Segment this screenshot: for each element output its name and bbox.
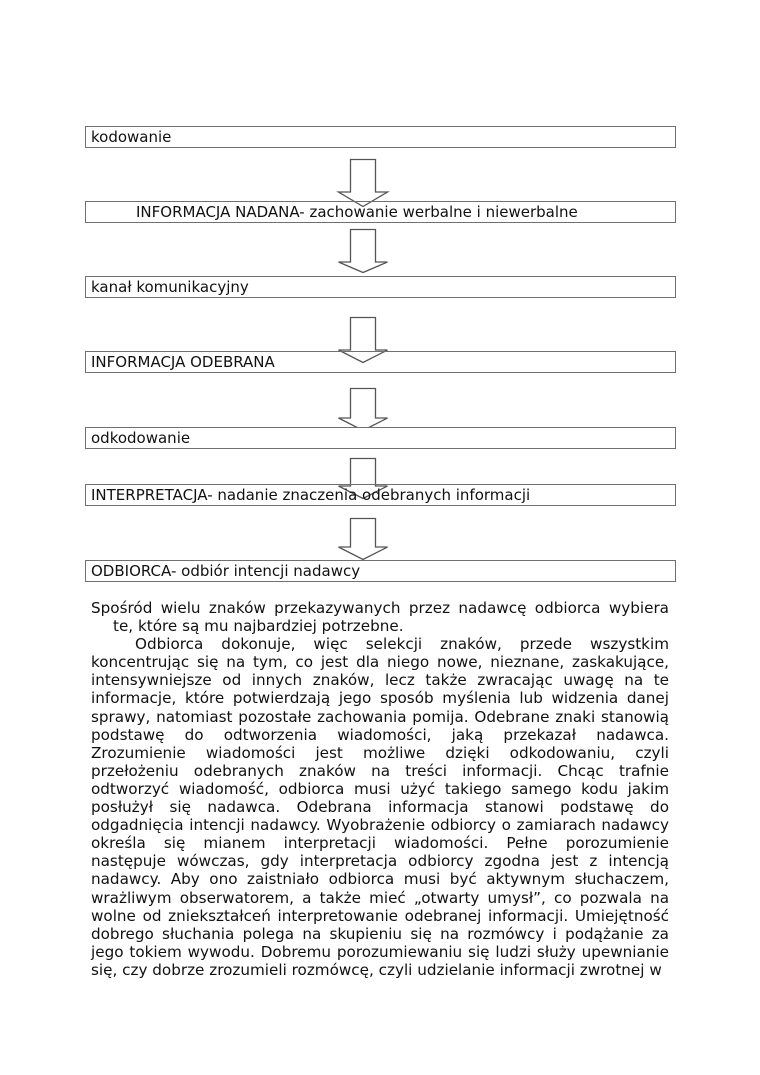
down-arrow-icon	[337, 518, 389, 566]
step-box-interpretacja	[85, 484, 676, 506]
step-label: odkodowanie	[91, 429, 191, 447]
step-label: INFORMACJA ODEBRANA	[91, 353, 275, 371]
step-label: kodowanie	[91, 128, 172, 146]
step-box-kodowanie	[85, 126, 676, 148]
step-label: ODBIORCA- odbiór intencji nadawcy	[91, 562, 361, 580]
step-box-odbiorca	[85, 560, 676, 582]
step-label: INFORMACJA NADANA- zachowanie werbalne i niewerbalne	[136, 203, 578, 221]
paragraph-intro: Spośród wielu znaków przekazywanych przez nadawcę odbiorca wybiera te, które są mu najbardziej potrzebne.	[91, 599, 669, 636]
down-arrow-icon	[337, 159, 389, 207]
step-box-informacja-nadana	[85, 201, 676, 223]
paragraph-main: Odbiorca dokonuje, więc selekcji znaków, przede wszystkim koncentrując się na tym, co jest dla niego nowe, nieznane, zaskakujące, intensywniejsze od innych znaków, lecz także zwracając uwagę na te informacje, które potwierdzają jego sposób myślenia lub widzenia danej sprawy, natomiast pozostałe zachowania pomija. Odebrane znaki stanowią podstawę do odtworzenia wiadomości, jaką przekazał nadawca. Zrozumienie wiadomości jest możliwe dzięki odkodowaniu, czyli przełożeniu odebranych znaków na treści informacji. Chcąc trafnie odtworzyć wiadomość, odbiorca musi użyć takiego samego kodu jakim posłużył się nadawca. Odebrana informacja stanowi podstawę do odgadnięcia intencji nadawcy. Wyobrażenie odbiorcy o zamiarach nadawcy określa się mianem interpretacji wiadomości. Pełne porozumienie następuje wówczas, gdy interpretacja odbiorcy zgodna jest z intencją nadawcy. Aby ono zaistniało odbiorca musi być aktywnym słuchaczem, wrażliwym obserwatorem, a także mieć „otwarty umysł”, co pozwala na wolne od zniekształceń interpretowanie odebranej informacji. Umiejętność dobrego słuchania polega na skupieniu się na rozmówcy i podążanie za jego tokiem wywodu. Dobremu porozumiewaniu się ludzi służy upewnianie się, czy dobrze zrozumieli rozmówcę, czyli udzielanie informacji zwrotnej w	[91, 635, 669, 979]
step-box-informacja-odebrana	[85, 351, 676, 373]
body-text	[91, 599, 669, 979]
step-label: INTERPRETACJA- nadanie znaczenia odebranych informacji	[91, 486, 531, 504]
step-box-odkodowanie	[85, 427, 676, 449]
step-box-kanal	[85, 276, 676, 298]
down-arrow-icon	[337, 229, 389, 277]
step-label: kanał komunikacyjny	[91, 278, 249, 296]
